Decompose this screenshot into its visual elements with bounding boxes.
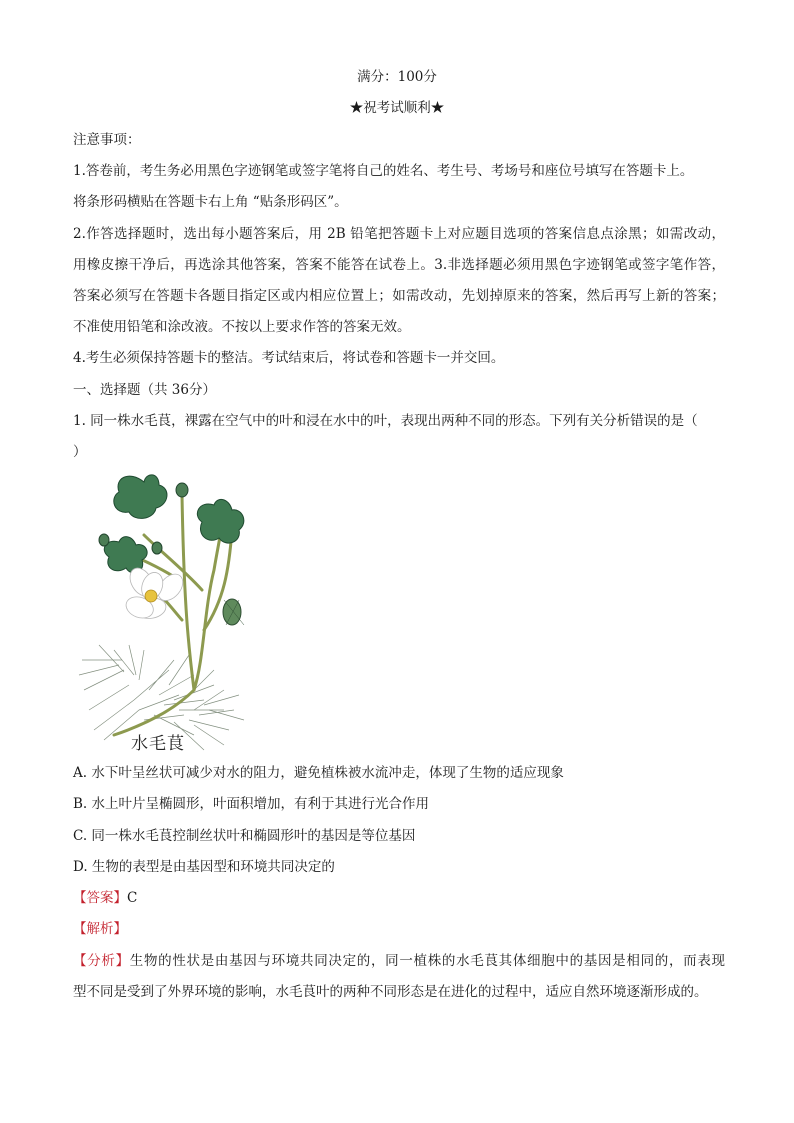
analysis-label-line xyxy=(73,920,127,938)
question-stem: 1. 同一株水毛茛，裸露在空气中的叶和浸在水中的叶，表现出两种不同的形态。下列有关分析错误的是（ xyxy=(73,413,698,429)
notice-line: 1.答卷前，考生务必用黑色字迹钢笔或签字笔将自己的姓名、考生号、考场号和座位号填写在答题卡上。 xyxy=(73,163,694,179)
notice-title: 注意事项： xyxy=(73,132,141,148)
analysis-label: 【解析】 xyxy=(73,921,127,937)
option-d: D. 生物的表型是由基因型和环境共同决定的 xyxy=(73,859,335,875)
question-stem-end: ） xyxy=(73,444,87,460)
water-buttercup-illustration xyxy=(74,460,254,760)
score-line: 满分：100分 xyxy=(357,69,437,85)
answer-label: 【答案】 xyxy=(73,890,127,906)
white-flower xyxy=(123,564,188,622)
notice-line: 4.考生必须保持答题卡的整洁。考试结束后，将试卷和答题卡一并交回。 xyxy=(73,350,505,366)
section-title: 一、选择题（共 36分） xyxy=(73,382,216,398)
option-c: C. 同一株水毛茛控制丝状叶和椭圆形叶的基因是等位基因 xyxy=(73,828,416,844)
notice-line: 2.作答选择题时，选出每小题答案后，用 2B 铅笔把答题卡上对应题目选项的答案信息点涂黑；如需改动， xyxy=(73,226,725,242)
notice-line: 不准使用铅笔和涂改液。不按以上要求作答的答案无效。 xyxy=(73,319,411,335)
option-a: A. 水下叶呈丝状可减少对水的阻力，避免植株被水流冲走，体现了生物的适应现象 xyxy=(73,765,564,781)
fenxi-line-2: 型不同是受到了外界环境的影响，水毛茛叶的两种不同形态是在进化的过程中，适应自然环境逐渐形成的。 xyxy=(73,984,708,1000)
seed-head xyxy=(223,599,244,625)
answer-line xyxy=(73,889,137,907)
fenxi-label: 【分析】 xyxy=(73,953,130,969)
notice-line: 用橡皮擦干净后，再选涂其他答案，答案不能答在试卷上。3.非选择题必须用黑色字迹钢笔或签字笔作答， xyxy=(73,257,725,273)
notice-line: 将条形码横贴在答题卡右上角 “贴条形码区”。 xyxy=(73,194,348,210)
answer-value: C xyxy=(127,890,138,906)
fenxi-text: 生物的性状是由基因与环境共同决定的，同一植株的水毛茛其体细胞中的基因是相同的，而表现 xyxy=(129,953,726,969)
notice-line: 答案必须写在答题卡各题目指定区或内相应位置上；如需改动，先划掉原来的答案，然后再写上新的答案； xyxy=(73,288,725,304)
wish-line: ★祝考试顺利★ xyxy=(349,100,445,116)
figure-caption: 水毛茛 xyxy=(131,734,185,754)
option-b: B. 水上叶片呈椭圆形，叶面积增加，有利于其进行光合作用 xyxy=(73,796,430,812)
fenxi-line xyxy=(73,952,725,970)
floating-leaves xyxy=(104,475,244,573)
